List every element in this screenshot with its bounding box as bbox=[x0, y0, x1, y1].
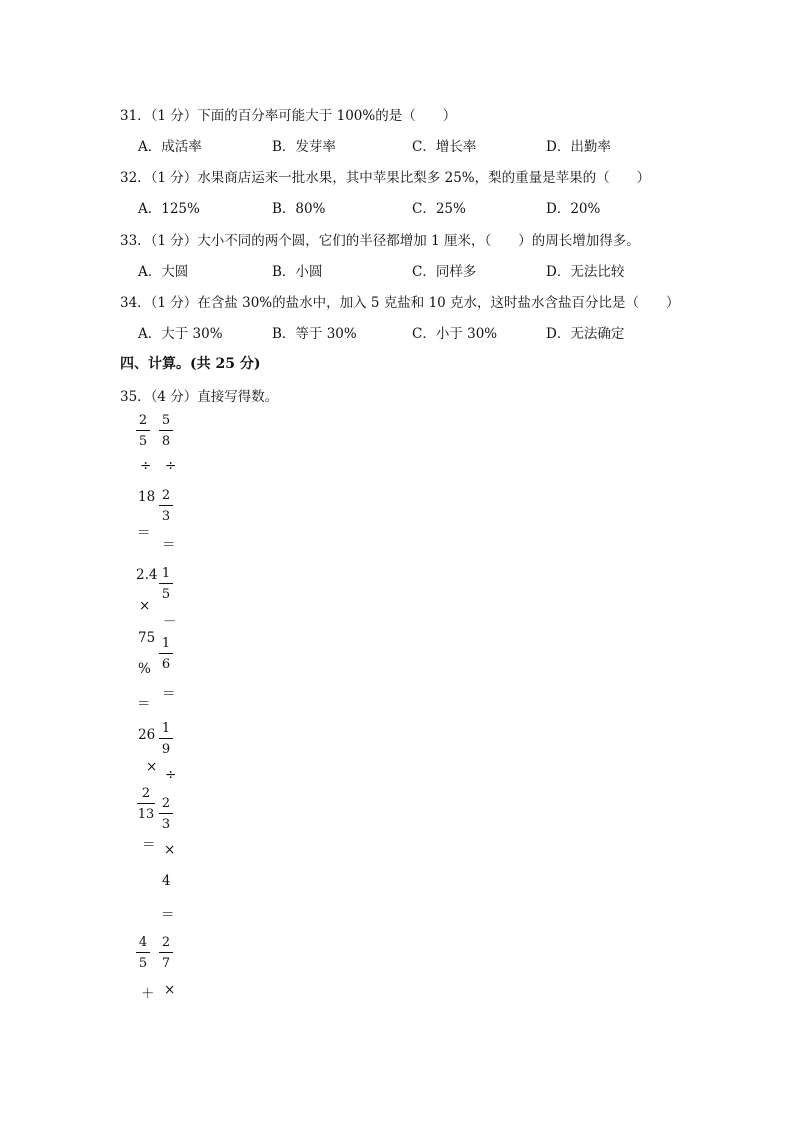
fraction-bar bbox=[137, 803, 155, 804]
c2-fraction-7 bbox=[159, 935, 173, 971]
c2-fraction-2 bbox=[159, 488, 173, 524]
question-35-stem: 35．（4 分）直接写得数。 bbox=[120, 389, 279, 405]
q33-option-b: B．小圆 bbox=[272, 264, 323, 280]
c2-fraction-4 bbox=[159, 636, 173, 672]
fraction-bar bbox=[159, 505, 173, 506]
c1-multiply-1: × bbox=[139, 598, 151, 614]
c2-fraction-6 bbox=[159, 796, 173, 832]
c2-fraction-5 bbox=[159, 721, 173, 757]
question-34-stem: 34．（1 分）在含盐 30%的盐水中，加入 5 克盐和 10 克水，这时盐水含盐百分比是（ ） bbox=[120, 295, 680, 311]
fraction-bar bbox=[159, 430, 173, 431]
c1-divide-sign: ÷ bbox=[140, 458, 152, 474]
numerator: 2 bbox=[138, 413, 148, 428]
question-31-stem: 31．（1 分）下面的百分率可能大于 100%的是（ ） bbox=[120, 108, 457, 124]
q33-option-c: C．同样多 bbox=[412, 264, 477, 280]
c1-equals-2: ＝ bbox=[137, 696, 151, 712]
c2-equals-3: ＝ bbox=[161, 907, 175, 923]
c1-number-2-4: 2.4 bbox=[136, 567, 158, 583]
c1-equals-3: ＝ bbox=[142, 837, 156, 853]
q32-option-a: A．125% bbox=[138, 201, 200, 217]
c1-plus-sign: ＋ bbox=[141, 986, 155, 1002]
numerator: 4 bbox=[138, 935, 148, 950]
fraction-bar bbox=[159, 813, 173, 814]
q31-option-a: A．成活率 bbox=[138, 139, 202, 155]
c2-number-4: 4 bbox=[162, 873, 171, 889]
fraction-bar bbox=[159, 583, 173, 584]
q32-option-c: C．25% bbox=[412, 201, 466, 217]
c2-divide-sign-2: ÷ bbox=[165, 767, 177, 783]
c1-number-75: 75 bbox=[138, 630, 156, 646]
c1-fraction-3 bbox=[136, 935, 150, 971]
c1-multiply-2: × bbox=[146, 759, 158, 775]
c1-fraction-2 bbox=[137, 786, 155, 822]
denominator: 13 bbox=[137, 807, 155, 822]
c1-fraction-1 bbox=[136, 413, 150, 449]
numerator: 1 bbox=[161, 721, 171, 736]
numerator: 2 bbox=[161, 488, 171, 503]
q34-option-b: B．等于 30% bbox=[272, 326, 357, 342]
c1-number-26: 26 bbox=[138, 727, 156, 743]
c2-equals-2: ＝ bbox=[162, 686, 176, 702]
c2-divide-sign-1: ÷ bbox=[165, 458, 177, 474]
question-32-stem: 32．（1 分）水果商店运来一批水果，其中苹果比梨多 25%，梨的重量是苹果的（ ） bbox=[120, 170, 651, 186]
q31-option-b: B．发芽率 bbox=[272, 139, 336, 155]
q32-option-b: B．80% bbox=[272, 201, 326, 217]
c1-percent: % bbox=[138, 661, 151, 677]
denominator: 3 bbox=[161, 509, 171, 524]
numerator: 1 bbox=[161, 636, 171, 651]
q34-option-c: C．小于 30% bbox=[412, 326, 498, 342]
numerator: 2 bbox=[141, 786, 151, 801]
q32-option-d: D．20% bbox=[546, 201, 601, 217]
c2-fraction-1 bbox=[159, 413, 173, 449]
denominator: 8 bbox=[161, 434, 171, 449]
section-heading: 四、计算。(共 25 分) bbox=[120, 356, 261, 372]
c2-multiply-2: × bbox=[164, 982, 176, 998]
c1-equals-1: ＝ bbox=[137, 525, 151, 541]
denominator: 6 bbox=[161, 657, 171, 672]
c2-fraction-3 bbox=[159, 566, 173, 602]
numerator: 1 bbox=[161, 566, 171, 581]
c2-equals-1: ＝ bbox=[162, 537, 176, 553]
denominator: 5 bbox=[138, 434, 148, 449]
question-33-stem: 33．（1 分）大小不同的两个圆，它们的半径都增加 1 厘米，（ ）的周长增加得多。 bbox=[120, 233, 640, 249]
denominator: 5 bbox=[161, 587, 171, 602]
denominator: 7 bbox=[161, 956, 171, 971]
numerator: 5 bbox=[161, 413, 171, 428]
fraction-bar bbox=[159, 738, 173, 739]
numerator: 2 bbox=[161, 796, 171, 811]
c2-multiply-1: × bbox=[164, 842, 176, 858]
q34-option-a: A．大于 30% bbox=[138, 326, 223, 342]
fraction-bar bbox=[159, 653, 173, 654]
fraction-bar bbox=[159, 952, 173, 953]
numerator: 2 bbox=[161, 935, 171, 950]
q31-option-d: D．出勤率 bbox=[546, 139, 611, 155]
denominator: 5 bbox=[138, 956, 148, 971]
denominator: 3 bbox=[161, 817, 171, 832]
denominator: 9 bbox=[161, 742, 171, 757]
c1-number-18: 18 bbox=[138, 489, 156, 505]
q34-option-d: D．无法确定 bbox=[546, 326, 625, 342]
q33-option-d: D．无法比较 bbox=[546, 264, 625, 280]
q31-option-c: C．增长率 bbox=[412, 139, 477, 155]
q33-option-a: A．大圆 bbox=[138, 264, 189, 280]
fraction-bar bbox=[136, 430, 150, 431]
fraction-bar bbox=[136, 952, 150, 953]
c2-minus-sign: － bbox=[163, 614, 177, 630]
